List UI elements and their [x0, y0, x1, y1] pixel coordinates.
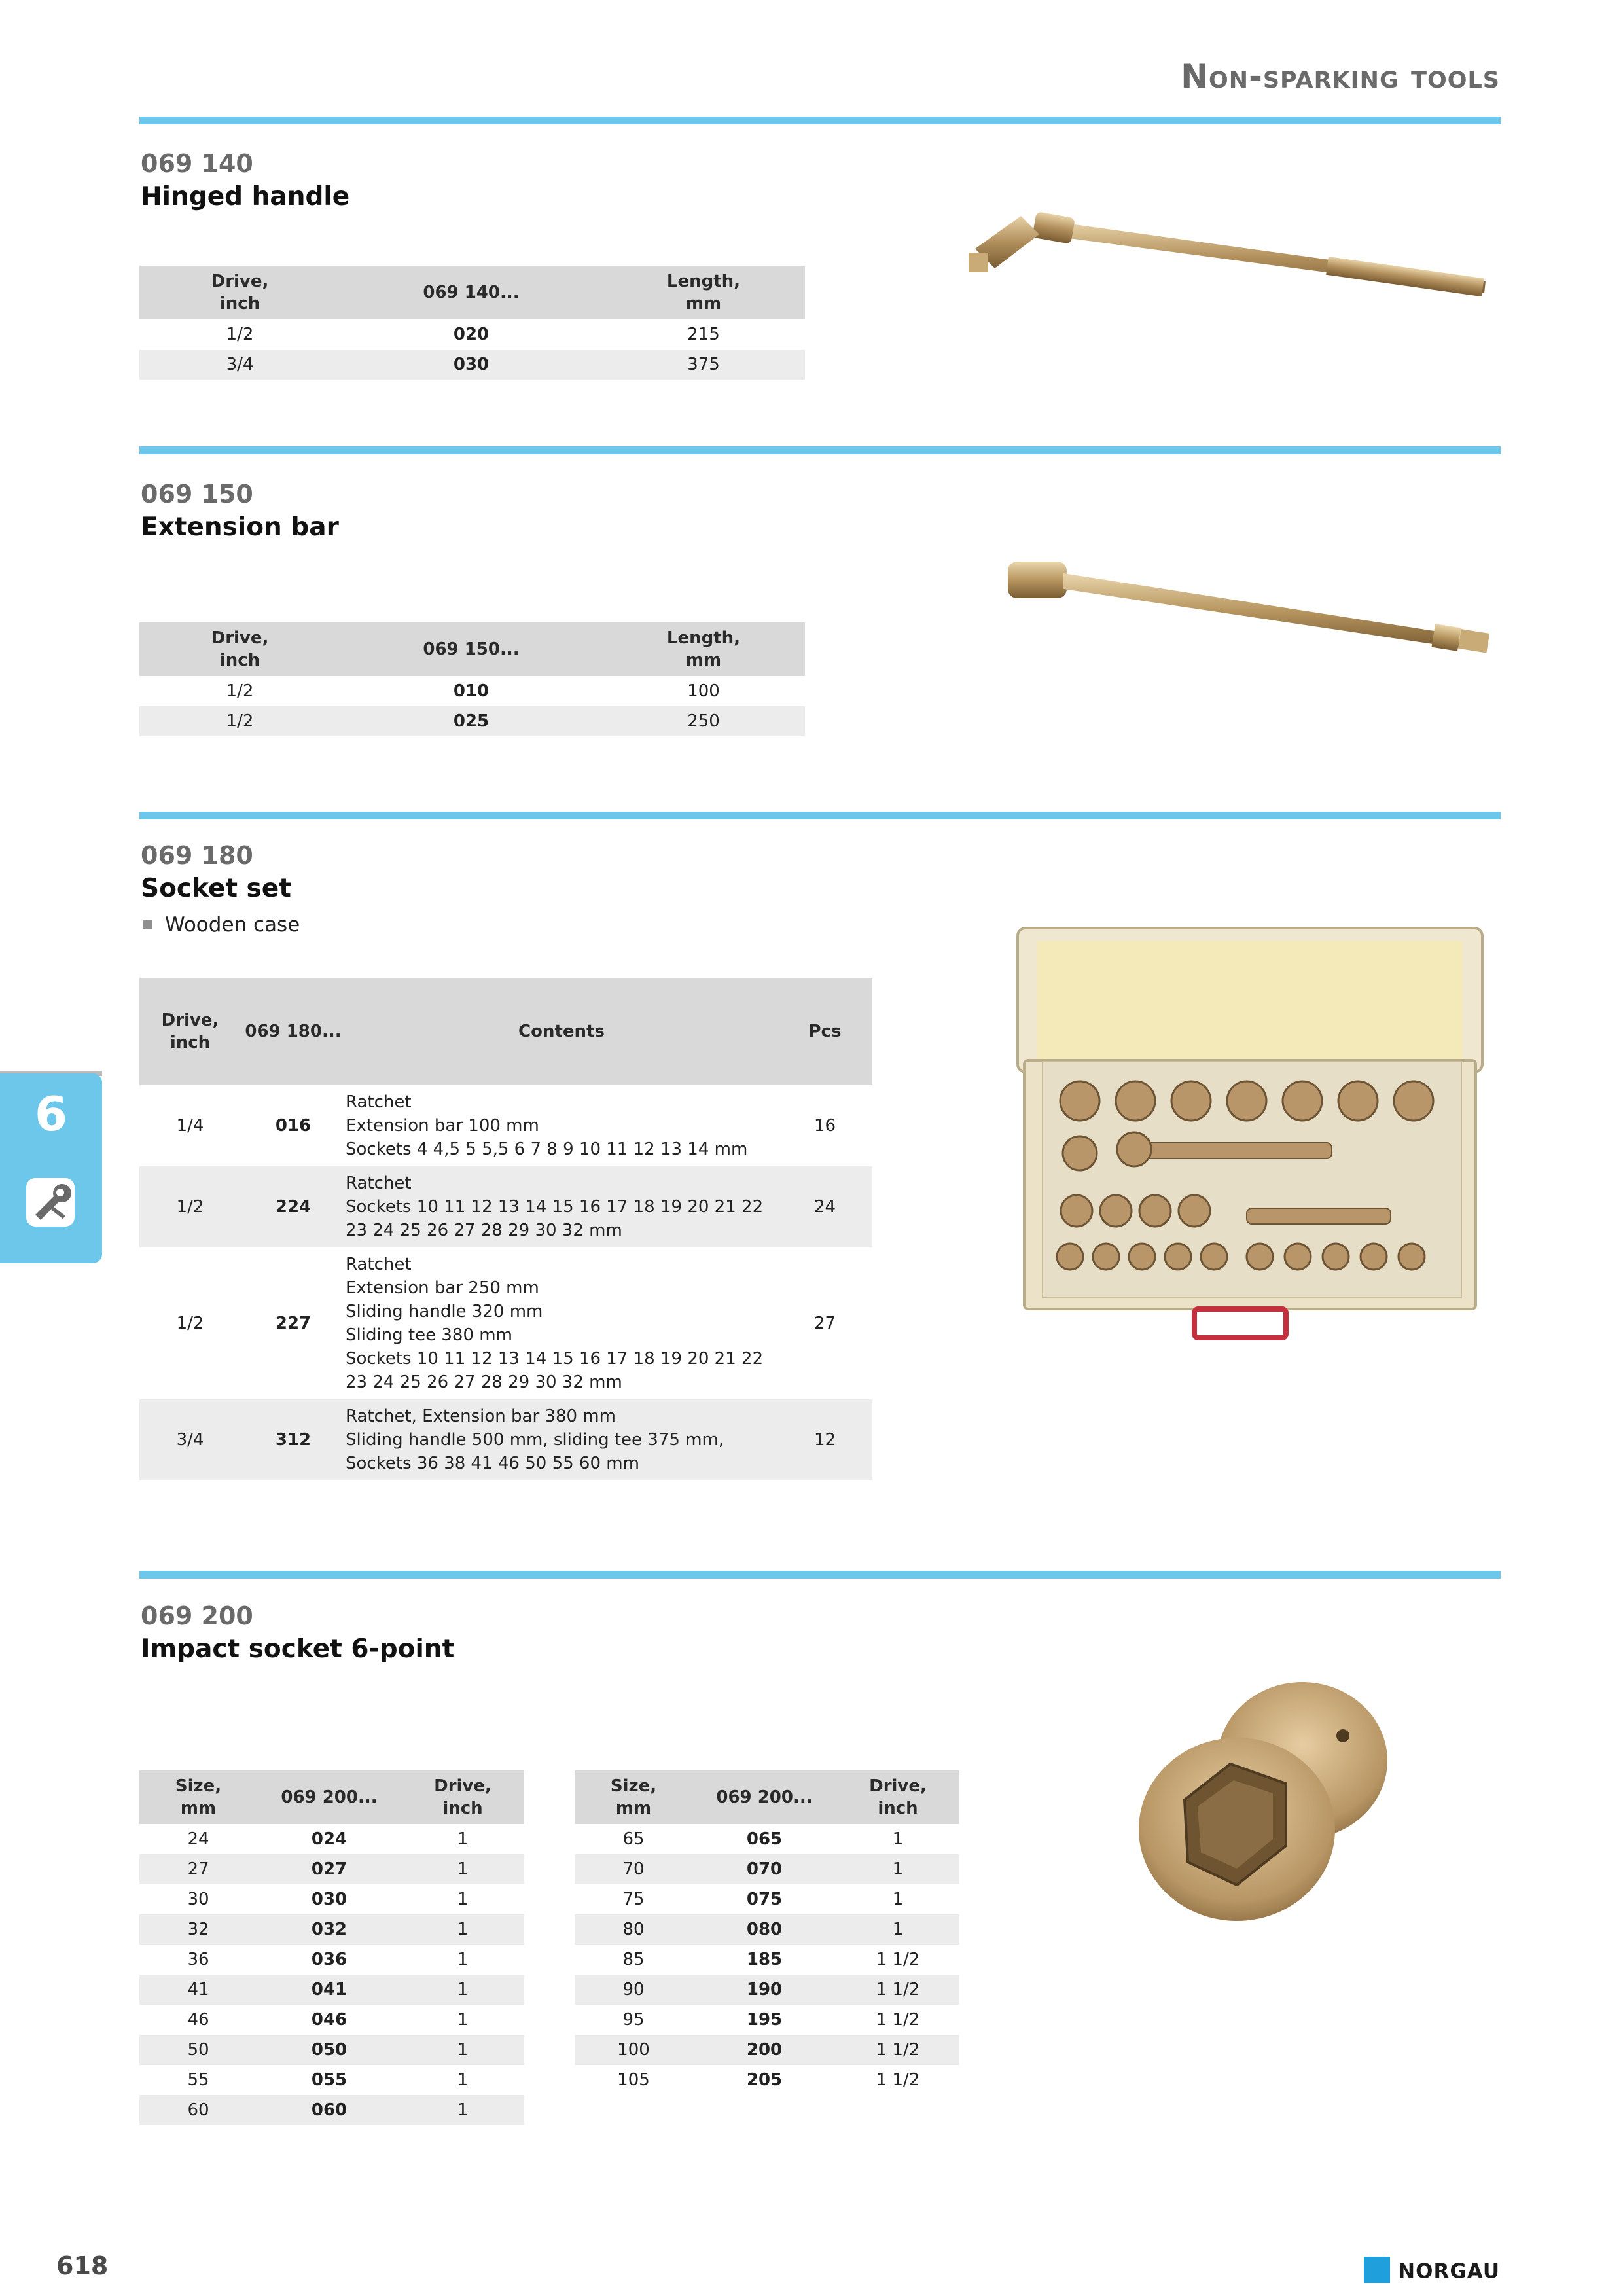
impact-socket-table-left: [139, 1770, 524, 2125]
table-cell: 1 1/2: [876, 2070, 920, 2090]
socket-set-table: [139, 978, 872, 1480]
table-cell: 195: [746, 2010, 783, 2030]
impact-socket-image: [1139, 1676, 1414, 1937]
brand-name: NORGAU: [1398, 2259, 1500, 2284]
table-row: [575, 2065, 959, 2095]
table-cell: 1 1/2: [836, 1975, 959, 2005]
table-cell: 024: [311, 1829, 348, 1849]
table-cell: 1: [836, 1914, 959, 1945]
column-header: Drive, inch: [401, 1770, 524, 1824]
table-cell: 1: [836, 1854, 959, 1884]
table-cell: 1 1/2: [876, 1950, 920, 1969]
table-cell: 046: [311, 2010, 348, 2030]
table-cell: 3/4: [139, 350, 340, 380]
table-cell: 025: [340, 706, 602, 736]
section-divider: [139, 446, 1501, 454]
socket-piece: [1394, 1081, 1433, 1121]
column-header: Drive, inch: [139, 978, 241, 1085]
table-cell: 1: [401, 1854, 524, 1884]
table-cell: 60: [139, 2095, 257, 2125]
table-cell: 036: [311, 1950, 348, 1969]
section-title: Hinged handle: [141, 182, 350, 211]
page-header-title: Non-sparking tools: [1181, 58, 1500, 96]
table-cell: 032: [257, 1914, 401, 1945]
table-cell: 312: [241, 1399, 346, 1480]
table-cell: 010: [453, 681, 490, 701]
section-code: 069 150: [141, 480, 253, 509]
table-row: [139, 706, 805, 736]
table-cell: 016: [275, 1116, 312, 1136]
feature-bullet: [143, 913, 300, 937]
socket-piece: [1171, 1081, 1211, 1121]
table-cell: 1/4: [176, 1116, 204, 1136]
hinged-handle-table: [139, 266, 805, 380]
table-cell: 24: [777, 1166, 872, 1247]
table-cell: 100: [687, 681, 720, 701]
table-cell: 215: [687, 325, 720, 344]
table-row: [139, 350, 805, 380]
socket-piece: [1093, 1244, 1119, 1270]
table-row: [575, 1854, 959, 1884]
bullet-marker: [143, 920, 152, 929]
hinged-handle-image: [962, 196, 1499, 327]
table-cell: 080: [692, 1914, 836, 1945]
table-cell: 32: [139, 1914, 257, 1945]
socket-piece: [1283, 1081, 1322, 1121]
table-cell: 185: [746, 1950, 783, 1969]
table-row: [575, 1945, 959, 1975]
table-cell: 030: [311, 1890, 348, 1909]
section-divider: [139, 117, 1501, 124]
table-row: [575, 2005, 959, 2035]
socket-piece: [1179, 1195, 1210, 1227]
table-cell: 1/2: [139, 706, 340, 736]
table-cell: Ratchet Extension bar 250 mm Sliding handle 320 mm Sliding tee 380 mm Sockets 10 11 12 13 14 15 16 17 18 19 20 21 22 23 24 25 26 27 28 29 30 32 mm: [346, 1255, 764, 1392]
table-cell: 16: [813, 1116, 836, 1136]
table-cell: 65: [622, 1829, 645, 1849]
table-cell: 1: [457, 1950, 469, 1969]
section-title: Impact socket 6-point: [141, 1634, 455, 1664]
table-cell: 200: [692, 2035, 836, 2065]
table-cell: 24: [187, 1829, 209, 1849]
table-row: [139, 1247, 872, 1399]
table-row: [575, 1824, 959, 1854]
table-cell: 80: [575, 1914, 692, 1945]
socket-piece: [1285, 1244, 1311, 1270]
socket-piece: [1399, 1244, 1425, 1270]
table-cell: 065: [746, 1829, 783, 1849]
table-cell: 30: [187, 1890, 209, 1909]
table-cell: 020: [453, 325, 490, 344]
section-code: 069 180: [141, 841, 253, 870]
section-code: 069 140: [141, 149, 253, 178]
wrench-icon: [26, 1178, 75, 1227]
table-cell: 227: [275, 1314, 312, 1333]
column-header: Size, mm: [139, 1770, 257, 1824]
table-cell: 030: [340, 350, 602, 380]
table-cell: 060: [257, 2095, 401, 2125]
table-cell: 1 1/2: [876, 2010, 920, 2030]
section-divider: [139, 1571, 1501, 1579]
socket-piece: [1165, 1244, 1191, 1270]
table-cell: 75: [622, 1890, 645, 1909]
impact-socket-table-right: [575, 1770, 959, 2095]
socket-piece: [1063, 1136, 1097, 1170]
table-cell: 050: [257, 2035, 401, 2065]
table-cell: 85: [622, 1950, 645, 1969]
table-row: [139, 319, 805, 350]
section-title: Extension bar: [141, 512, 339, 542]
table-row: [139, 1824, 524, 1854]
table-row: [139, 1884, 524, 1914]
table-cell: 90: [575, 1975, 692, 2005]
column-header: 069 180...: [241, 978, 346, 1085]
table-cell: 224: [241, 1166, 346, 1247]
table-cell: 95: [622, 2010, 645, 2030]
socket-piece: [1057, 1244, 1083, 1270]
section-code: 069 200: [141, 1602, 253, 1630]
table-row: [139, 2035, 524, 2065]
table-row: [139, 2005, 524, 2035]
column-header: Pcs: [777, 978, 872, 1085]
table-cell: 36: [187, 1950, 209, 1969]
extension-bar-image: [1001, 550, 1505, 668]
column-header: Length, mm: [602, 622, 805, 676]
table-row: [139, 1975, 524, 2005]
socket-piece: [1323, 1244, 1349, 1270]
table-cell: 055: [311, 2070, 348, 2090]
socket-piece: [1060, 1081, 1099, 1121]
table-cell: 100: [575, 2035, 692, 2065]
table-row: [139, 1085, 872, 1166]
table-row: [575, 1975, 959, 2005]
table-cell: 3/4: [139, 1399, 241, 1480]
table-cell: 46: [187, 2010, 209, 2030]
table-cell: 1: [401, 1914, 524, 1945]
column-header: 069 200...: [257, 1770, 401, 1824]
column-header: Contents: [346, 978, 777, 1085]
socket-piece: [1139, 1195, 1171, 1227]
section-title: Socket set: [141, 874, 291, 903]
table-row: [139, 1854, 524, 1884]
column-header: Drive, inch: [836, 1770, 959, 1824]
socket-piece: [1100, 1195, 1132, 1227]
table-cell: Ratchet, Extension bar 380 mm Sliding handle 500 mm, sliding tee 375 mm, Sockets 36 38 41 46 50 55 60 mm: [346, 1399, 777, 1480]
chapter-number: 6: [34, 1086, 68, 1141]
socket-piece: [1061, 1195, 1092, 1227]
table-cell: Ratchet Sockets 10 11 12 13 14 15 16 17 18 19 20 21 22 23 24 25 26 27 28 29 30 32 mm: [346, 1166, 777, 1247]
table-row: [139, 676, 805, 706]
table-cell: 12: [777, 1399, 872, 1480]
socket-piece: [1129, 1244, 1155, 1270]
table-cell: 1 1/2: [836, 2035, 959, 2065]
table-cell: 70: [575, 1854, 692, 1884]
socket-piece: [1201, 1244, 1227, 1270]
table-cell: 1: [401, 2095, 524, 2125]
socket-set-image: [1011, 923, 1489, 1342]
table-row: [139, 2065, 524, 2095]
table-cell: 105: [617, 2070, 650, 2090]
table-row: [139, 1399, 872, 1480]
table-row: [575, 2035, 959, 2065]
column-header: 069 140...: [340, 266, 602, 319]
table-cell: 1/2: [226, 325, 254, 344]
table-cell: 1: [401, 2035, 524, 2065]
table-cell: 1/2: [176, 1314, 204, 1333]
table-cell: 1: [892, 1829, 904, 1849]
socket-piece: [1227, 1081, 1266, 1121]
bullet-text: Wooden case: [165, 913, 300, 937]
column-header: 069 150...: [340, 622, 602, 676]
column-header: Length, mm: [602, 266, 805, 319]
logo-square: [1364, 2257, 1390, 2283]
table-row: [575, 1914, 959, 1945]
table-cell: 075: [746, 1890, 783, 1909]
socket-piece: [1338, 1081, 1378, 1121]
table-cell: 1: [457, 1890, 469, 1909]
table-cell: 41: [139, 1975, 257, 2005]
table-cell: 205: [746, 2070, 783, 2090]
table-cell: 1: [457, 2010, 469, 2030]
table-cell: 070: [692, 1854, 836, 1884]
table-cell: 1/2: [139, 1166, 241, 1247]
table-cell: 1/2: [226, 681, 254, 701]
socket-piece: [1247, 1244, 1273, 1270]
table-cell: 1: [457, 1829, 469, 1849]
page-number: 618: [56, 2251, 109, 2280]
table-cell: 027: [257, 1854, 401, 1884]
table-cell: 27: [139, 1854, 257, 1884]
table-cell: 250: [602, 706, 805, 736]
table-row: [139, 1166, 872, 1247]
table-cell: 1: [892, 1890, 904, 1909]
column-header: Size, mm: [575, 1770, 692, 1824]
table-cell: 190: [692, 1975, 836, 2005]
socket-piece: [1116, 1081, 1155, 1121]
table-row: [139, 2095, 524, 2125]
table-row: [575, 1884, 959, 1914]
table-cell: 55: [187, 2070, 209, 2090]
column-header: Drive, inch: [139, 622, 340, 676]
table-cell: 50: [139, 2035, 257, 2065]
table-cell: 041: [257, 1975, 401, 2005]
column-header: Drive, inch: [139, 266, 340, 319]
table-row: [139, 1914, 524, 1945]
brand-logo: [1364, 2259, 1500, 2286]
table-cell: Ratchet Extension bar 100 mm Sockets 4 4,5 5 5,5 6 7 8 9 10 11 12 13 14 mm: [346, 1092, 748, 1159]
socket-piece: [1361, 1244, 1387, 1270]
table-cell: 375: [602, 350, 805, 380]
table-cell: 27: [813, 1314, 836, 1333]
section-divider: [139, 812, 1501, 819]
table-row: [139, 1945, 524, 1975]
column-header: 069 200...: [692, 1770, 836, 1824]
table-cell: 1: [457, 2070, 469, 2090]
table-cell: 1: [401, 1975, 524, 2005]
extension-bar-table: [139, 622, 805, 736]
